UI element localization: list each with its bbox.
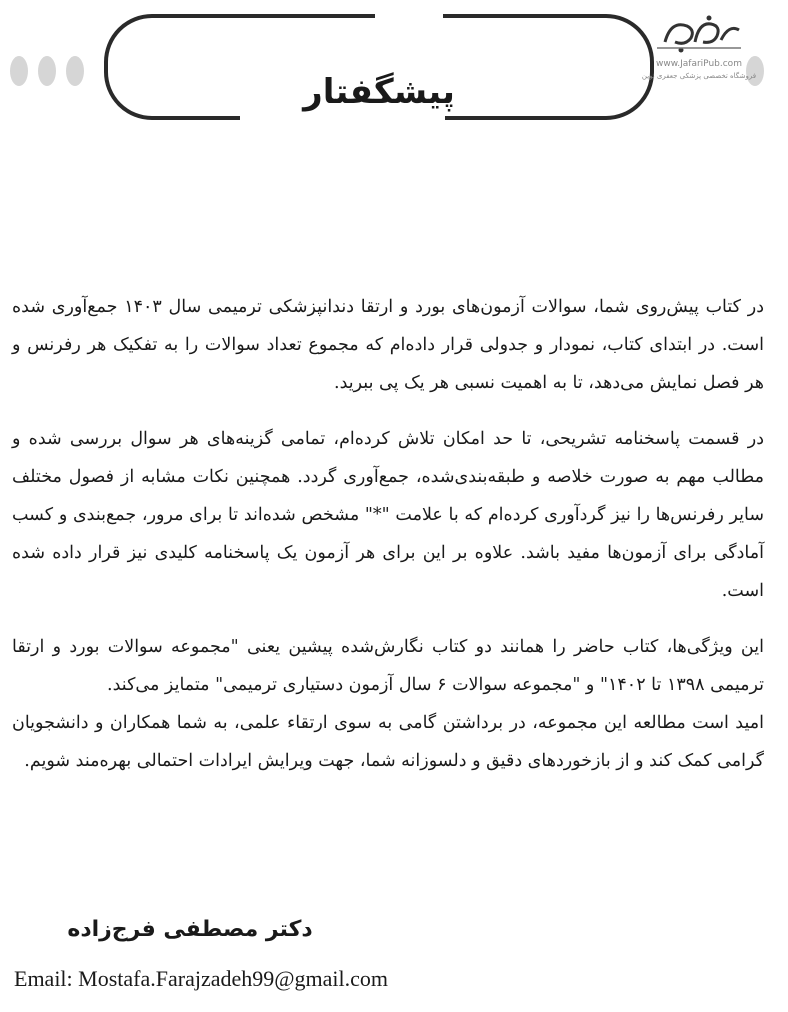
author-name: دکتر مصطفی فرج‌زاده bbox=[67, 917, 313, 942]
publisher-tagline: فروشگاه تخصصی پزشکی جعفری نوین bbox=[641, 72, 757, 80]
publisher-url: www.JafariPub.com bbox=[656, 59, 742, 69]
decorative-dot bbox=[66, 56, 84, 86]
preface-paragraph: در قسمت پاسخنامه تشریحی، تا حد امکان تلاش کرده‌ام، تمامی گزینه‌های هر سوال بررسی شده و مطالب مهم به صورت خلاصه و طبقه‌بندی‌شده، جمع‌آوری گردد. همچنین نکات مشابه از فصول مختلف سایر رفرنس‌ها را نیز گردآوری کرده‌ام که با علامت "*" مشخص شده‌اند تا برای مرور، جمع‌بندی و کسب آمادگی برای آزمون‌ها مفید باشد. علاوه بر این برای هر آزمون یک پاسخنامه کلیدی نیز قرار داده شده است. bbox=[12, 429, 764, 601]
preface-paragraph: این ویژگی‌ها، کتاب حاضر را همانند دو کتاب نگارش‌شده پیشین یعنی "مجموعه سوالات بورد و ارتقا ترمیمی ۱۳۹۸ تا ۱۴۰۲" و "مجموعه سوالات ۶ سال آزمون دستیاری ترمیمی" متمایز می‌کند. bbox=[12, 637, 764, 695]
page-title: پیشگفتار bbox=[303, 71, 455, 112]
decorative-dots bbox=[10, 56, 84, 86]
publisher-logo-mark-icon bbox=[651, 12, 747, 58]
decorative-dot bbox=[38, 56, 56, 86]
preface-paragraph: در کتاب پیش‌روی شما، سوالات آزمون‌های بورد و ارتقا دندانپزشکی ترمیمی سال ۱۴۰۳ جمع‌آوری شده است. در ابتدای کتاب، نمودار و جدولی قرار داده‌ام که مجموع تعداد سوالات را به تفکیک هر رفرنس و هر فصل نمایش می‌دهد، تا به اهمیت نسبی هر یک پی ببرید. bbox=[12, 297, 764, 393]
preface-body bbox=[12, 288, 764, 780]
preface-paragraph: امید است مطالعه این مجموعه، در برداشتن گامی به سوی ارتقاء علمی، به شما همکاران و دانشجویان گرامی کمک کند و از بازخوردهای دقیق و دلسوزانه شما، جهت ویرایش ایرادات احتمالی بهره‌مند شویم. bbox=[12, 713, 764, 771]
publisher-logo bbox=[634, 12, 764, 94]
author-email: Email: Mostafa.Farajzadeh99@gmail.com bbox=[14, 966, 388, 991]
title-frame-gap bbox=[375, 10, 443, 22]
decorative-dot bbox=[10, 56, 28, 86]
